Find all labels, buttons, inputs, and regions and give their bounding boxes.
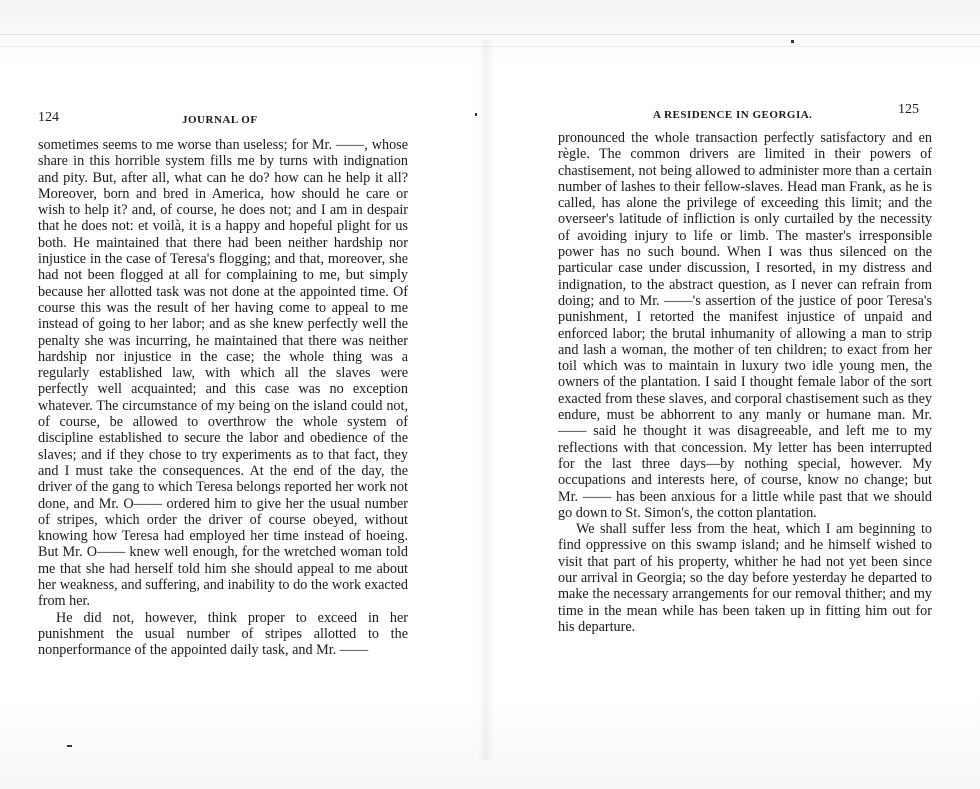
running-head: JOURNAL OF [182,114,258,126]
running-head: A RESIDENCE IN GEORGIA. [653,109,813,121]
page-number: 125 [898,102,919,117]
right-page [490,0,980,789]
paragraph: sometimes seems to me worse than useless; for Mr. ——, whose share in this horrible system fills me by turns with indignation and pity. But, after all, what can he do? how can he help it all? Moreover, born and bred in America, how should he care or wish to help it? and, of course, he does not; and I am in despair that he does not: et voilà, it is a happy and hopeful plight for us both. He maintained that there had been neither hardship nor injustice in the case of Teresa's flogging; and that, moreover, she had not been flogged at all for complaining to me, but simply because her allotted task was not done at the appointed time. Of course this was the result of her having come to appeal to me instead of going to her labor; and as she knew perfectly well the penalty she was incurring, he maintained that there was neither hardship nor injustice in the case; the whole thing was a regularly established law, with which all the slaves were perfectly well acquainted; and this case was no exception whatever. The circumstance of my being on the island could not, of course, be allowed to overthrow the whole system of discipline established to secure the labor and obedience of the slaves; and if they chose to try experiments as to that fact, they and I must take the consequences. At the end of the day, the driver of the gang to which Teresa belongs reported her work not done, and Mr. O—— ordered him to give her the usual number of stripes, which order the driver of course obeyed, without knowing how Teresa had employed her time instead of hoeing. But Mr. O—— knew well enough, for the wretched woman told me that she had herself told him she should appeal to me about her weakness, and suffering, and inability to do the work exacted from her. [38,137,408,610]
paragraph: We shall suffer less from the heat, which I am beginning to find oppressive on this swamp island; and he himself wished to visit that part of his property, whither he had not yet been since our arrival in Georgia; so the day before yesterday he departed to make the necessary arrangements for our removal thither; and my time in the mean while has been taken up in fitting him out for his departure. [558,521,932,635]
paragraph: pronounced the whole transaction perfectly satisfactory and en règle. The common drivers are limited in their powers of chastisement, not being allowed to administer more than a certain number of lashes to their fellow-slaves. Head man Frank, as he is called, has alone the privilege of exceeding this limit; and the overseer's latitude of infliction is only curtailed by the necessity of avoiding injury to life or limb. The master's irresponsible power has no such bound. When I was thus silenced on the particular case under discussion, I resorted, in my distress and indignation, to the abstract question, as I never can refrain from doing; and to Mr. ——'s assertion of the justice of poor Teresa's punishment, I retorted the manifest injustice of unpaid and enforced labor; the brutal inhumanity of allowing a man to strip and lash a woman, the mother of ten children; to exact from her toil which was to maintain in luxury two idle young men, the owners of the plantation. I said I thought female labor of the sort exacted from these slaves, and corporal chastisement such as they endure, must be abhorrent to any manly or humane man. Mr. —— said he thought it was disagreeable, and left me to my reflections with that concession. My letter has been interrupted for the last three days—by nothing special, however. My occupations and interests here, of course, know no change; but Mr. —— has been anxious for a little while past that we should go down to St. Simon's, the cotton plantation. [558,130,932,521]
page-number: 124 [38,110,59,125]
page-body [38,137,408,659]
page-body [558,130,932,635]
left-page [0,0,480,789]
paragraph: He did not, however, think proper to exceed in her punishment the usual number of stripes allotted to the nonperformance of the appointed daily task, and Mr. —— [38,609,408,659]
